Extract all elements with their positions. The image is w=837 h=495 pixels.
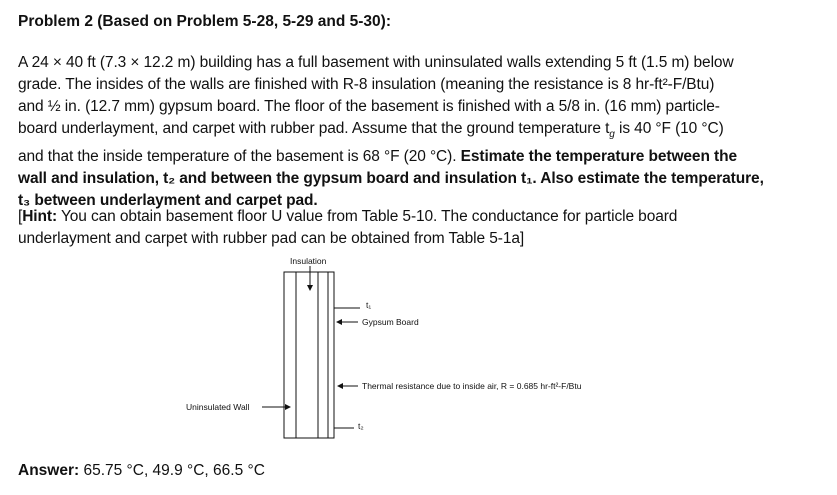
statement-line-4: board underlayment, and carpet with rubber pad. Assume that the ground temperature $t_g$ is 40 °F (10 °C): [18, 120, 724, 141]
t2-label: t₂: [358, 421, 364, 431]
answer-value: 65.75 °C, 49.9 °C, 66.5 °C: [79, 462, 265, 479]
t1-label: t₁: [366, 300, 372, 310]
wall-layer-gypsum: [328, 272, 334, 438]
wall-layer-concrete: [296, 272, 318, 438]
gypsum-board-label: Gypsum Board: [362, 317, 419, 327]
thermal-resistance-label: Thermal resistance due to inside air, R = 0.685 hr-ft²-F/Btu: [362, 381, 582, 391]
statement-line-7: t₃ between underlayment and carpet pad.: [18, 192, 318, 210]
wall-layer-insulation: [318, 272, 328, 438]
statement-line-6: wall and insulation, t₂ and between the gypsum board and insulation t₁. Also estimate the temperature,: [18, 170, 764, 188]
answer-label: Answer:: [18, 462, 80, 479]
hint-label: Hint:: [22, 208, 58, 225]
wall-layer-outer: [284, 272, 296, 438]
problem-title: Problem 2 (Based on Problem 5-28, 5-29 and 5-30):: [18, 13, 391, 30]
uninsulated-wall-label: Uninsulated Wall: [186, 402, 250, 412]
statement-line-3: and ½ in. (12.7 mm) gypsum board. The floor of the basement is finished with a 5/8 in. (16 mm) particle-: [18, 98, 720, 115]
statement-line-2: grade. The insides of the walls are finished with R-8 insulation (meaning the resistance is 8 hr-ft²-F/Btu): [18, 76, 715, 93]
statement-line-5: and that the inside temperature of the basement is 68 °F (20 °C). Estimate the temperature between the: [18, 148, 737, 166]
hint-line-1: [Hint: You can obtain basement floor U value from Table 5-10. The conductance for particle board: [18, 208, 678, 225]
insulation-label: Insulation: [290, 256, 327, 266]
answer-line: [18, 462, 265, 480]
hint-line-2: underlayment and carpet with rubber pad can be obtained from Table 5-1a]: [18, 230, 525, 247]
statement-line-1: A 24 × 40 ft (7.3 × 12.2 m) building has a full basement with uninsulated walls extending 5 ft (1.5 m) below: [18, 54, 734, 71]
